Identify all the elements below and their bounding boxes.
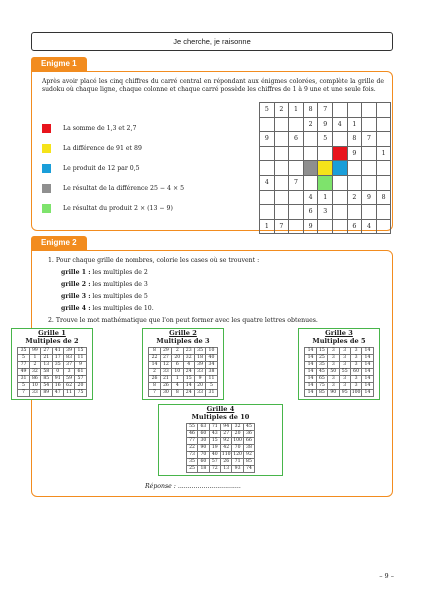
number-cell[interactable]: 5 [206, 383, 217, 390]
number-cell[interactable]: 22 [149, 355, 160, 362]
number-cell[interactable]: 15 [183, 376, 194, 383]
sudoku-cell[interactable] [332, 161, 347, 176]
sudoku-cell[interactable] [332, 132, 347, 147]
number-cell[interactable]: 14 [305, 348, 316, 355]
sudoku-cell[interactable] [318, 219, 333, 234]
number-cell[interactable]: 91 [52, 376, 63, 383]
number-cell[interactable]: 77 [18, 362, 29, 369]
number-cell[interactable]: 30 [160, 390, 171, 397]
sudoku-cell[interactable] [289, 190, 304, 205]
number-grid-table [148, 347, 217, 397]
number-cell[interactable]: 83 [63, 355, 74, 362]
number-cell[interactable]: 95 [339, 390, 350, 397]
number-cell[interactable]: 74 [243, 466, 254, 473]
number-cell[interactable]: 36 [243, 431, 254, 438]
number-cell[interactable]: 93 [232, 466, 243, 473]
sudoku-cell[interactable]: 1 [347, 117, 362, 132]
sudoku-cell[interactable] [303, 175, 318, 190]
number-cell[interactable]: 60 [350, 369, 361, 376]
number-cell[interactable]: 11 [75, 355, 86, 362]
number-cell[interactable]: 14 [305, 369, 316, 376]
number-cell[interactable]: 3 [328, 383, 339, 390]
number-cell[interactable]: 38 [243, 445, 254, 452]
number-cell[interactable]: 16 [52, 383, 63, 390]
sudoku-cell[interactable] [260, 146, 275, 161]
sudoku-cell[interactable]: 8 [347, 132, 362, 147]
number-cell[interactable]: 33 [29, 390, 40, 397]
number-cell[interactable]: 7 [149, 390, 160, 397]
number-cell[interactable]: 58 [41, 369, 52, 376]
number-cell[interactable]: 3 [328, 348, 339, 355]
number-cell[interactable]: 73 [186, 452, 197, 459]
number-cell[interactable]: 35 [186, 459, 197, 466]
green-swatch [42, 204, 51, 213]
number-cell[interactable]: 86 [29, 376, 40, 383]
sudoku-cell[interactable]: 7 [274, 219, 289, 234]
number-cell[interactable]: 14 [305, 383, 316, 390]
number-cell[interactable]: 0 [52, 369, 63, 376]
number-cell[interactable]: 75 [316, 383, 327, 390]
number-cell[interactable]: 13 [41, 362, 52, 369]
number-cell[interactable]: 60 [198, 459, 209, 466]
enigme2-tab: Enigme 2 [31, 236, 87, 250]
number-cell[interactable]: 92 [243, 452, 254, 459]
instruction-item: grille 4 : les multiples de 10. [61, 305, 154, 312]
sudoku-cell[interactable] [303, 161, 318, 176]
number-cell[interactable]: 3 [339, 383, 350, 390]
legend-item: La somme de 1,3 et 2,7 [42, 124, 136, 133]
legend-item: La différence de 91 et 89 [42, 144, 142, 153]
sudoku-cell[interactable] [347, 161, 362, 176]
legend-item: Le résultat du produit 2 × (13 − 9) [42, 204, 173, 213]
instruction-item: grille 2 : les multiples de 3 [61, 281, 148, 288]
number-cell[interactable]: 10 [206, 348, 217, 355]
sudoku-cell[interactable]: 6 [347, 219, 362, 234]
number-cell[interactable]: 8 [149, 348, 160, 355]
number-cell[interactable]: 26 [149, 376, 160, 383]
number-cell[interactable]: 20 [194, 383, 205, 390]
number-cell[interactable]: 71 [232, 459, 243, 466]
number-cell[interactable]: 21 [160, 376, 171, 383]
number-cell[interactable]: 15 [75, 348, 86, 355]
page-number: – 9 – [379, 572, 394, 580]
number-cell[interactable]: 27 [41, 348, 52, 355]
sudoku-cell[interactable] [260, 161, 275, 176]
sudoku-cell[interactable]: 1 [376, 146, 391, 161]
sudoku-cell[interactable] [318, 175, 333, 190]
sudoku-cell[interactable] [260, 190, 275, 205]
number-cell[interactable]: 42 [221, 445, 232, 452]
sudoku-cell[interactable]: 2 [274, 103, 289, 118]
number-cell[interactable]: 70 [198, 452, 209, 459]
sudoku-cell[interactable] [376, 161, 391, 176]
number-cell[interactable]: 14 [362, 383, 373, 390]
number-cell[interactable]: 89 [41, 390, 52, 397]
instruction-item: grille 3 : les multiples de 5 [61, 293, 148, 300]
number-cell[interactable]: 32 [183, 355, 194, 362]
number-cell[interactable]: 25 [316, 355, 327, 362]
number-cell[interactable]: 33 [194, 390, 205, 397]
number-cell[interactable]: 90 [198, 445, 209, 452]
number-cell[interactable]: 9 [75, 362, 86, 369]
number-cell[interactable]: 20 [75, 383, 86, 390]
sudoku-cell[interactable] [376, 117, 391, 132]
number-cell[interactable]: 14 [362, 390, 373, 397]
number-cell[interactable]: 45 [316, 369, 327, 376]
number-cell[interactable]: 14 [305, 376, 316, 383]
number-cell[interactable]: 35 [52, 362, 63, 369]
number-cell[interactable]: 2 [172, 348, 183, 355]
number-cell[interactable]: 63 [198, 424, 209, 431]
sudoku-cell[interactable] [274, 146, 289, 161]
number-cell[interactable]: 85 [316, 390, 327, 397]
number-cell[interactable]: 14 [362, 369, 373, 376]
number-cell[interactable]: 41 [52, 348, 63, 355]
number-cell[interactable]: 21 [41, 355, 52, 362]
number-cell[interactable]: 77 [186, 438, 197, 445]
sudoku-cell[interactable]: 3 [318, 205, 333, 220]
sudoku-cell[interactable]: 8 [376, 190, 391, 205]
sudoku-cell[interactable] [260, 117, 275, 132]
number-cell[interactable]: 30 [198, 438, 209, 445]
blue-swatch [42, 164, 51, 173]
gray-swatch [42, 184, 51, 193]
sudoku-cell[interactable] [362, 146, 377, 161]
number-cell[interactable]: 35 [18, 348, 29, 355]
sudoku-cell[interactable] [362, 205, 377, 220]
sudoku-cell[interactable] [274, 205, 289, 220]
number-cell[interactable]: 3 [328, 355, 339, 362]
number-cell[interactable]: 65 [316, 376, 327, 383]
number-cell[interactable]: 3 [350, 362, 361, 369]
number-cell[interactable]: 3 [328, 362, 339, 369]
number-cell[interactable]: 31 [18, 376, 29, 383]
sudoku-cell[interactable] [318, 146, 333, 161]
sudoku-cell[interactable]: 5 [318, 132, 333, 147]
number-grid-2: Grille 2 Multiples de 3 8 29 2 23 35 10 22 27 20 32 18 40 14 12 6 4 39 34 2 33 10 24 33 38 26 21 1 15 9 11 8 26 4 14 20 5 7 30 8 24 33 31 [142, 328, 224, 400]
number-cell[interactable]: 66 [243, 438, 254, 445]
number-cell[interactable]: 15 [316, 348, 327, 355]
enigme1-box [31, 71, 393, 231]
sudoku-cell[interactable]: 9 [362, 190, 377, 205]
number-cell[interactable]: 46 [186, 431, 197, 438]
number-cell[interactable]: 29 [160, 348, 171, 355]
number-cell[interactable]: 39 [63, 348, 74, 355]
sudoku-cell[interactable] [289, 161, 304, 176]
number-cell[interactable]: 14 [362, 348, 373, 355]
sudoku-cell[interactable]: 4 [303, 190, 318, 205]
sudoku-cell[interactable]: 9 [318, 117, 333, 132]
sudoku-cell[interactable]: 1 [289, 103, 304, 118]
number-cell[interactable]: 3 [350, 348, 361, 355]
sudoku-cell[interactable] [274, 190, 289, 205]
number-cell[interactable]: 62 [63, 383, 74, 390]
number-cell[interactable]: 18 [198, 466, 209, 473]
number-cell[interactable]: 55 [339, 369, 350, 376]
sudoku-cell[interactable] [318, 161, 333, 176]
answer-line[interactable]: Réponse : ................................ [145, 483, 241, 490]
number-cell[interactable]: 14 [362, 362, 373, 369]
yellow-swatch [42, 144, 51, 153]
sudoku-cell[interactable] [303, 132, 318, 147]
number-cell[interactable]: 59 [63, 376, 74, 383]
sudoku-cell[interactable]: 5 [260, 103, 275, 118]
number-cell[interactable]: 24 [183, 369, 194, 376]
number-cell[interactable]: 5 [18, 383, 29, 390]
number-cell[interactable]: 45 [243, 424, 254, 431]
sudoku-cell[interactable]: 7 [318, 103, 333, 118]
number-cell[interactable]: 75 [75, 390, 86, 397]
sudoku-cell[interactable] [376, 219, 391, 234]
sudoku-cell[interactable] [260, 205, 275, 220]
number-cell[interactable]: 10 [29, 383, 40, 390]
number-cell[interactable]: 54 [41, 383, 52, 390]
sudoku-cell[interactable]: 9 [260, 132, 275, 147]
sudoku-cell[interactable]: 4 [362, 219, 377, 234]
number-cell[interactable]: 50 [328, 369, 339, 376]
number-cell[interactable]: 47 [52, 390, 63, 397]
number-grid-table [304, 347, 373, 397]
sudoku-cell[interactable]: 7 [362, 132, 377, 147]
number-cell[interactable]: 99 [29, 348, 40, 355]
number-cell[interactable]: 37 [63, 362, 74, 369]
number-cell[interactable]: 34 [206, 362, 217, 369]
instruction-item: grille 1 : les multiples de 2 [61, 269, 148, 276]
sudoku-cell[interactable] [289, 219, 304, 234]
sudoku-cell[interactable] [289, 205, 304, 220]
number-cell[interactable]: 14 [362, 376, 373, 383]
sudoku-cell[interactable]: 6 [303, 205, 318, 220]
number-cell[interactable]: 40 [209, 452, 220, 459]
number-cell[interactable]: 3 [328, 376, 339, 383]
number-cell[interactable]: 57 [209, 459, 220, 466]
number-cell[interactable]: 15 [209, 438, 220, 445]
sudoku-cell[interactable] [347, 103, 362, 118]
number-cell[interactable]: 19 [209, 445, 220, 452]
number-cell[interactable]: 92 [221, 438, 232, 445]
number-cell[interactable]: 3 [63, 369, 74, 376]
sudoku-cell[interactable]: 1 [318, 190, 333, 205]
number-cell[interactable]: 72 [209, 466, 220, 473]
sudoku-cell[interactable] [362, 103, 377, 118]
number-grid-3: Grille 3 Multiples de 5 14 15 3 3 3 14 14 25 3 3 3 14 14 35 3 3 3 14 14 45 50 55 60 14 14 65 3 3 3 14 14 75 3 3 3 14 14 85 90 95 100 14 [298, 328, 380, 400]
sudoku-cell[interactable] [332, 205, 347, 220]
red-swatch [42, 124, 51, 133]
number-cell[interactable]: 6 [172, 362, 183, 369]
number-cell[interactable]: 33 [194, 369, 205, 376]
number-cell[interactable]: 8 [172, 390, 183, 397]
number-cell[interactable]: 35 [316, 362, 327, 369]
sudoku-grid [259, 102, 391, 234]
number-cell[interactable]: 26 [160, 383, 171, 390]
sudoku-cell[interactable] [332, 146, 347, 161]
number-cell[interactable]: 11 [63, 390, 74, 397]
number-cell[interactable]: 20 [172, 355, 183, 362]
number-cell[interactable]: 3 [350, 376, 361, 383]
sudoku-cell[interactable] [362, 161, 377, 176]
number-cell[interactable]: 7 [18, 390, 29, 397]
sudoku-cell[interactable]: 6 [289, 132, 304, 147]
number-cell[interactable]: 25 [186, 466, 197, 473]
sudoku-cell[interactable] [289, 146, 304, 161]
number-cell[interactable]: 49 [18, 369, 29, 376]
sudoku-cell[interactable]: 9 [347, 146, 362, 161]
number-cell[interactable]: 14 [183, 383, 194, 390]
number-cell[interactable]: 1 [29, 355, 40, 362]
number-cell[interactable]: 23 [183, 348, 194, 355]
number-cell[interactable]: 39 [194, 362, 205, 369]
number-cell[interactable]: 27 [221, 431, 232, 438]
sudoku-cell[interactable] [376, 132, 391, 147]
sudoku-cell[interactable]: 2 [303, 117, 318, 132]
sudoku-cell[interactable]: 4 [260, 175, 275, 190]
number-cell[interactable]: 2 [149, 369, 160, 376]
number-cell[interactable]: 14 [305, 355, 316, 362]
number-cell[interactable]: 8 [149, 383, 160, 390]
number-cell[interactable]: 85 [243, 459, 254, 466]
number-cell[interactable]: 13 [221, 466, 232, 473]
sudoku-cell[interactable] [376, 175, 391, 190]
number-cell[interactable]: 3 [350, 355, 361, 362]
enigme2-box [20, 250, 393, 497]
number-cell[interactable]: 60 [198, 431, 209, 438]
sudoku-cell[interactable] [332, 190, 347, 205]
number-cell[interactable]: 3 [350, 383, 361, 390]
sudoku-cell[interactable] [332, 103, 347, 118]
number-cell[interactable]: 26 [221, 459, 232, 466]
number-cell[interactable]: 3 [339, 376, 350, 383]
number-cell[interactable]: 40 [206, 355, 217, 362]
number-cell[interactable]: 1 [172, 376, 183, 383]
sudoku-cell[interactable]: 4 [332, 117, 347, 132]
number-cell[interactable]: 3 [339, 362, 350, 369]
number-cell[interactable]: 22 [186, 445, 197, 452]
sudoku-cell[interactable]: 1 [260, 219, 275, 234]
sudoku-cell[interactable]: 2 [347, 190, 362, 205]
number-cell[interactable]: 38 [206, 369, 217, 376]
number-cell[interactable]: 31 [206, 390, 217, 397]
sudoku-cell[interactable] [347, 175, 362, 190]
number-cell[interactable]: 18 [194, 355, 205, 362]
number-cell[interactable]: 4 [183, 362, 194, 369]
sudoku-cell[interactable] [289, 117, 304, 132]
number-cell[interactable]: 14 [362, 355, 373, 362]
number-cell[interactable]: 70 [232, 445, 243, 452]
sudoku-cell[interactable] [303, 146, 318, 161]
number-cell[interactable]: 35 [194, 348, 205, 355]
sudoku-cell[interactable] [332, 219, 347, 234]
number-cell[interactable]: 12 [160, 362, 171, 369]
number-cell[interactable]: 120 [233, 452, 242, 457]
number-cell[interactable]: 14 [305, 390, 316, 397]
number-cell[interactable]: 61 [75, 369, 86, 376]
number-cell[interactable]: 57 [75, 376, 86, 383]
number-cell[interactable]: 71 [209, 424, 220, 431]
number-grid-table [186, 423, 255, 473]
number-cell[interactable]: 9 [194, 376, 205, 383]
number-cell[interactable]: 2 [29, 362, 40, 369]
number-cell[interactable]: 32 [232, 424, 243, 431]
number-cell[interactable]: 4 [172, 383, 183, 390]
number-grid-1: Grille 1 Multiples de 2 35 99 27 41 39 15 5 1 21 17 83 11 77 2 13 35 37 9 49 32 58 0 3 61 31 86 85 91 59 57 5 10 54 16 62 20 7 33 89 47 11 75 [11, 328, 93, 400]
question-1: 1. Pour chaque grille de nombres, colorie les cases où se trouvent : [48, 257, 260, 264]
sudoku-cell[interactable] [274, 175, 289, 190]
sudoku-cell[interactable] [362, 175, 377, 190]
number-cell[interactable]: 27 [160, 355, 171, 362]
sudoku-cell[interactable] [376, 103, 391, 118]
legend-item: Le résultat de la différence 25 − 4 × 5 [42, 184, 184, 193]
enigme1-intro: Après avoir placé les cinq chiffres du carré central en répondant aux énigmes colorées, complète la grille de sudoku où chaque ligne, chaque colonne et chaque carré possède les chiffres de 1 à 9 une et une seule fois. [42, 78, 384, 94]
number-cell[interactable]: 14 [305, 362, 316, 369]
sudoku-cell[interactable]: 7 [289, 175, 304, 190]
number-cell[interactable]: 20 [232, 431, 243, 438]
question-2: 2. Trouve le mot mathématique que l'on peut former avec les quatre lettres obtenues. [48, 317, 318, 324]
number-cell[interactable]: 110 [221, 452, 231, 457]
number-cell[interactable]: 100 [233, 438, 242, 443]
number-cell[interactable]: 90 [328, 390, 339, 397]
page-title: Je cherche, je raisonne [31, 32, 393, 51]
number-cell[interactable]: 55 [186, 424, 197, 431]
number-cell[interactable]: 5 [18, 355, 29, 362]
enigme1-tab: Enigme 1 [31, 57, 87, 71]
number-cell[interactable]: 3 [339, 348, 350, 355]
sudoku-cell[interactable] [332, 175, 347, 190]
sudoku-cell[interactable] [274, 132, 289, 147]
number-cell[interactable]: 32 [29, 369, 40, 376]
number-cell[interactable]: 33 [160, 369, 171, 376]
number-cell[interactable]: 43 [209, 431, 220, 438]
number-cell[interactable]: 10 [172, 369, 183, 376]
sudoku-cell[interactable] [347, 205, 362, 220]
sudoku-cell[interactable] [362, 117, 377, 132]
number-cell[interactable]: 85 [41, 376, 52, 383]
number-grid-4: Grille 4 Multiples de 10 55 63 71 94 32 45 46 60 43 27 20 36 77 30 15 92 100 66 22 90 19 42 70 38 73 70 40 110 120 92 35 60 57 26 71 85 25 18 72 13 93 74 [158, 404, 283, 476]
sudoku-cell[interactable]: 8 [303, 103, 318, 118]
number-cell[interactable]: 100 [351, 390, 361, 395]
number-grid-table [17, 347, 86, 397]
legend-item: Le produit de 12 par 0,5 [42, 164, 140, 173]
number-cell[interactable]: 3 [339, 355, 350, 362]
sudoku-cell[interactable]: 9 [303, 219, 318, 234]
sudoku-cell[interactable] [274, 117, 289, 132]
number-cell[interactable]: 17 [52, 355, 63, 362]
number-cell[interactable]: 94 [221, 424, 232, 431]
number-cell[interactable]: 24 [183, 390, 194, 397]
sudoku-cell[interactable] [274, 161, 289, 176]
number-cell[interactable]: 11 [206, 376, 217, 383]
number-cell[interactable]: 14 [149, 362, 160, 369]
sudoku-cell[interactable] [376, 205, 391, 220]
